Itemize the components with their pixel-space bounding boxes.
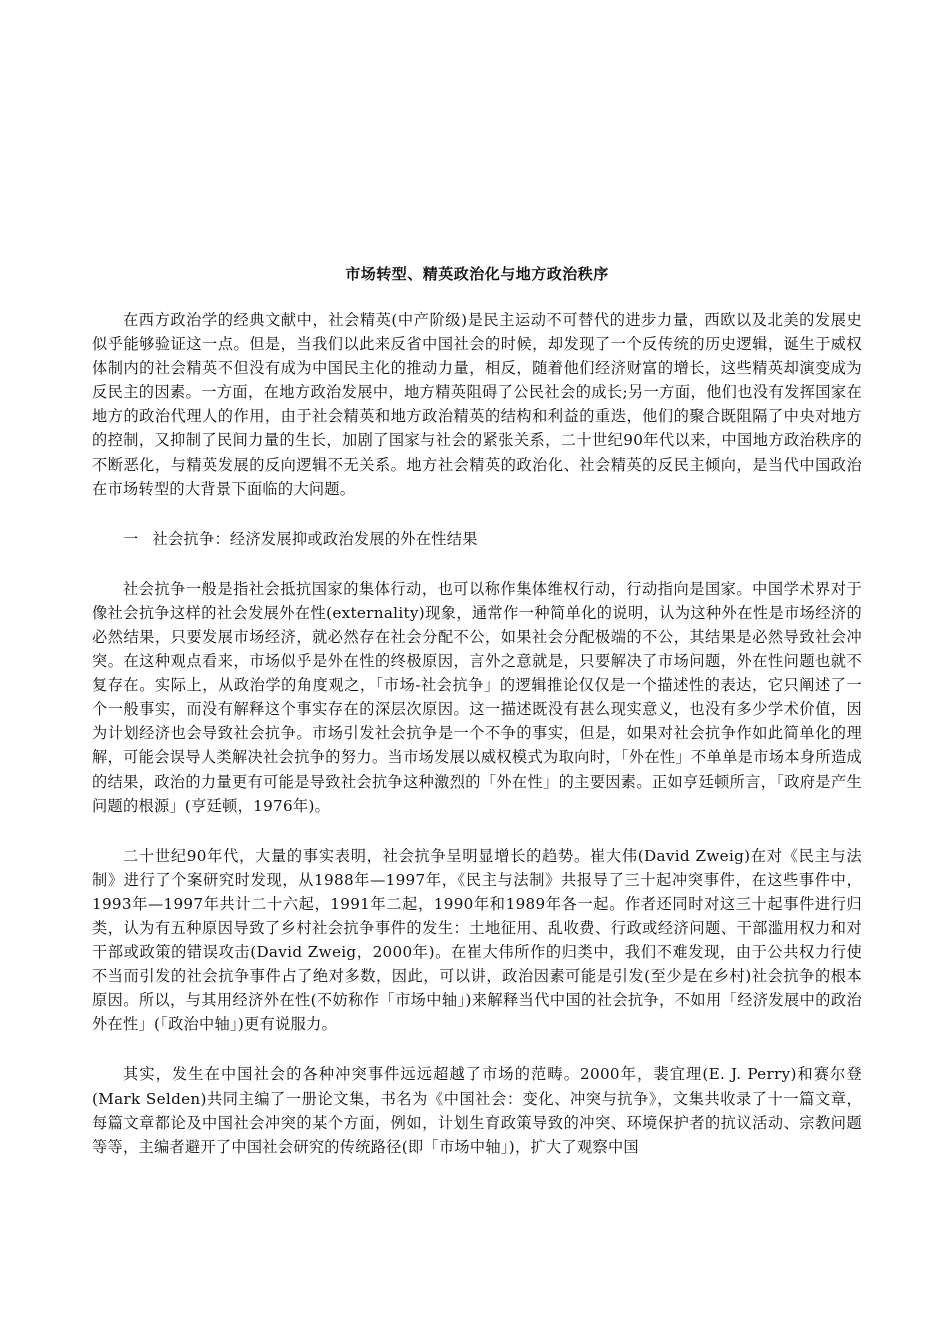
- section-heading: [92, 527, 862, 551]
- body-paragraph: 其实，发生在中国社会的各种冲突事件远远超越了市场的范畴。2000年，裴宜理(E. J. Perry)和赛尔登(Mark Selden)共同主编了一册论文集，书名为《中国社会：变化、冲突与抗争》，文集共收录了十一篇文章，每篇文章都论及中国社会冲突的某个方面，例如，计划生育政策导致的冲突、环境保护者的抗议活动、宗教问题等等，主编者避开了中国社会研究的传统路径(即「市场中轴」)，扩大了观察中国: [92, 1065, 862, 1156]
- body-paragraph: 二十世纪90年代，大量的事实表明，社会抗争呈明显增长的趋势。崔大伟(David Zweig)在对《民主与法制》进行了个案研究时发现，从1988年—1997年，《民主与法制》共报导了三十起冲突事件，在这些事件中，1993年—1997年共计二十六起，1991年二起，1990年和1989年各一起。作者还同时对这三十起事件进行归类，认为有五种原因导致了乡村社会抗争事件的发生：土地征用、乱收费、行政或经济问题、干部滥用权力和对干部或政策的错误攻击(David Zweig，2000年)。在崔大伟所作的归类中，我们不难发现，由于公共权力行使不当而引发的社会抗争事件占了绝对多数，因此，可以讲，政治因素可能是引发(至少是在乡村)社会抗争的根本原因。所以，与其用经济外在性(不妨称作「市场中轴」)来解释当代中国的社会抗争，不如用「经济发展中的政治外在性」(「政治中轴」)更有说服力。: [92, 846, 862, 1034]
- section-number: 一: [123, 529, 139, 548]
- document-title: 市场转型、精英政治化与地方政治秩序: [345, 265, 609, 283]
- intro-paragraph: 在西方政治学的经典文献中，社会精英(中产阶级)是民主运动不可替代的进步力量，西欧以及北美的发展史似乎能够验证这一点。但是，当我们以此来反省中国社会的时候，却发现了一个反传统的历史逻辑，诞生于威权体制内的社会精英不但没有成为中国民主化的推动力量，相反，随着他们经济财富的增长，这些精英却演变成为反民主的因素。一方面，在地方政治发展中，地方精英阻碍了公民社会的成长;另一方面，他们也没有发挥国家在地方的政治代理人的作用，由于社会精英和地方政治精英的结构和利益的重迭，他们的聚合既阻隔了中央对地方的控制，又抑制了民间力量的生长，加剧了国家与社会的紧张关系，二十世纪90年代以来，中国地方政治秩序的不断恶化，与精英发展的反向逻辑不无关系。地方社会精英的政治化、社会精英的反民主倾向，是当代中国政治在市场转型的大背景下面临的大问题。: [92, 311, 862, 498]
- section-title: 社会抗争：经济发展抑或政治发展的外在性结果: [152, 529, 478, 548]
- document-page: [92, 262, 862, 1185]
- body-paragraph: 社会抗争一般是指社会抵抗国家的集体行动，也可以称作集体维权行动，行动指向是国家。中国学术界对于像社会抗争这样的社会发展外在性(externality)现象，通常作一种简单化的说明，认为这种外在性是市场经济的必然结果，只要发展市场经济，就必然存在社会分配不公，如果社会分配极端的不公，其结果是必然导致社会冲突。在这种观点看来，市场似乎是外在性的终极原因，言外之意就是，只要解决了市场问题，外在性问题也就不复存在。实际上，从政治学的角度观之，「市场-社会抗争」的逻辑推论仅仅是一个描述性的表达，它只阐述了一个一般事实，而没有解释这个事实存在的深层次原因。这一描述既没有甚么现实意义，也没有多少学术价值，因为计划经济也会导致社会抗争。市场引发社会抗争是一个不争的事实，但是，如果对社会抗争作如此简单化的理解，可能会误导人类解决社会抗争的努力。当市场发展以威权模式为取向时，「外在性」不单单是市场本身所造成的结果，政治的力量更有可能是导致社会抗争这种激烈的「外在性」的主要因素。正如亨廷顿所言，「政府是产生问题的根源」(亨廷顿，1976年)。: [92, 579, 862, 815]
